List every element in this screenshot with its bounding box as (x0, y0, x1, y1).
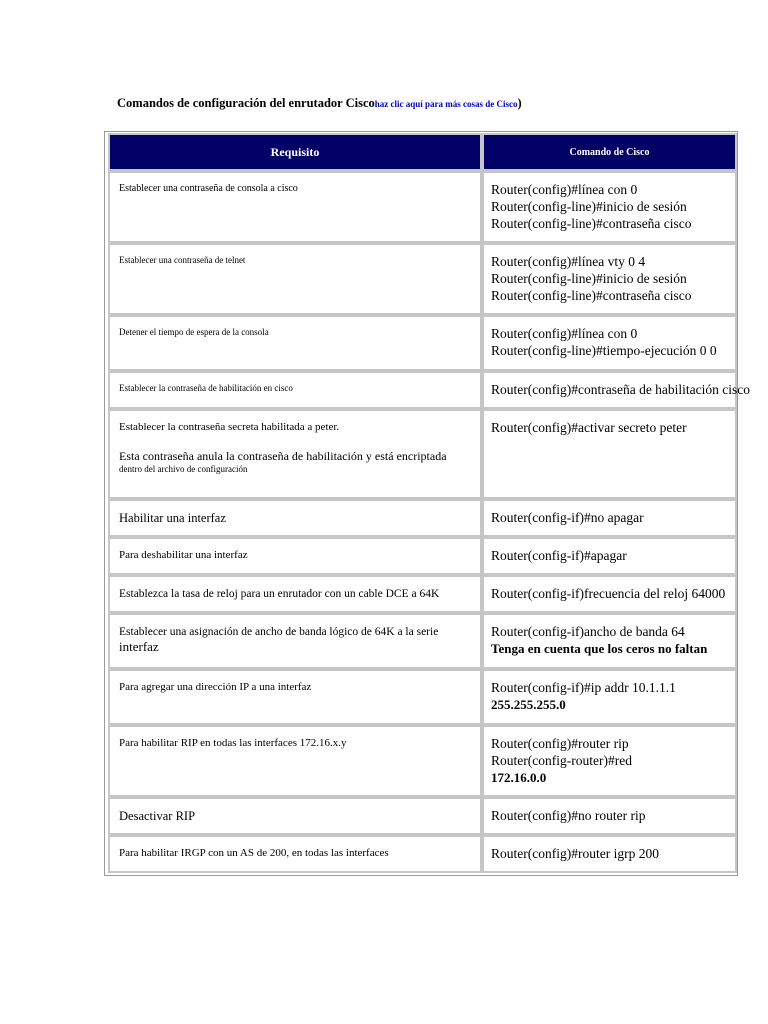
req-text: Establecer una contraseña de consola a cisco (119, 183, 298, 194)
cmd-line: Router(config-line)#contraseña cisco (491, 215, 692, 231)
req-text: Esta contraseña anula la contraseña de habilitación y está encriptada (119, 448, 447, 463)
req-text: interfaz (119, 639, 159, 655)
table-row-command (482, 797, 737, 835)
cmd-line: Router(config)#línea vty 0 4 (491, 254, 646, 269)
table-row-command (482, 835, 737, 873)
cmd-line: Router(config-if)#no apagar (491, 510, 644, 525)
table-row-command (482, 613, 737, 669)
table-row-requirement (108, 797, 482, 835)
req-text: Para habilitar RIP en todas las interfaces 172.16.x.y (119, 737, 347, 749)
cmd-line: Router(config)#router igrp 200 (491, 846, 659, 861)
cmd-line: Router(config-line)#inicio de sesión (491, 198, 687, 214)
table-row-command (482, 371, 751, 409)
cmd-line-bold: 172.16.0.0 (491, 769, 547, 785)
req-text: Para deshabilitar una interfaz (119, 549, 248, 561)
req-text: Establezca la tasa de reloj para un enrutador con un cable DCE a 64K (119, 588, 440, 600)
cmd-line: Router(config)#no router rip (491, 808, 646, 823)
req-text: Para agregar una dirección IP a una interfaz (119, 681, 312, 693)
table-row-requirement (108, 725, 482, 797)
cmd-line-bold: 255.255.255.0 (491, 696, 566, 712)
table-row-command (482, 725, 737, 797)
table-row-command (482, 243, 737, 315)
req-text: dentro del archivo de configuración (119, 463, 248, 474)
table-row-requirement (108, 499, 482, 537)
page-title (117, 96, 522, 111)
table-row-command (482, 537, 737, 575)
req-text: Detener el tiempo de espera de la consola (119, 327, 269, 337)
cmd-line: Router(config)#contraseña de habilitación cisco (491, 382, 751, 397)
cmd-line: Router(config)#router rip (491, 736, 629, 751)
req-text: Establecer la contraseña de habilitación en cisco (119, 383, 293, 393)
req-text: Habilitar una interfaz (119, 511, 226, 525)
cmd-line: Router(config)#activar secreto peter (491, 420, 687, 435)
cmd-line: Router(config-line)#inicio de sesión (491, 270, 687, 286)
cmd-line-bold: Tenga en cuenta que los ceros no faltan (491, 640, 708, 656)
header-requisito: Requisito (108, 133, 482, 171)
header-comando: Comando de Cisco (482, 133, 737, 171)
req-text: Establecer una contraseña de telnet (119, 255, 246, 265)
table-row-requirement (108, 669, 482, 725)
table-row-requirement (108, 537, 482, 575)
cmd-line: Router(config-if)#apagar (491, 548, 627, 563)
title-close: ) (517, 96, 522, 110)
table-row-requirement (108, 243, 482, 315)
table-row-requirement (108, 575, 482, 613)
cmd-line: Router(config-router)#red (491, 752, 632, 768)
req-text: Establecer una asignación de ancho de banda lógico de 64K a la serie (119, 626, 439, 638)
req-text: Establecer la contraseña secreta habilitada a peter. (119, 421, 340, 433)
cmd-line: Router(config-if)ancho de banda 64 (491, 624, 685, 639)
cmd-line: Router(config)#línea con 0 (491, 182, 638, 197)
table-row-command (482, 171, 737, 243)
cmd-line: Router(config-if)#ip addr 10.1.1.1 (491, 680, 676, 695)
cisco-link[interactable]: haz clic aquí para más cosas de Cisco (374, 99, 518, 109)
cmd-line: Router(config-if)frecuencia del reloj 64000 (491, 586, 726, 601)
cmd-line: Router(config)#línea con 0 (491, 326, 638, 341)
table-row-requirement (108, 371, 482, 409)
table-row-requirement (108, 315, 482, 371)
command-table (104, 131, 751, 876)
table-row-requirement (108, 409, 482, 499)
table-row-requirement (108, 835, 482, 873)
req-text: Para habilitar IRGP con un AS de 200, en todas las interfaces (119, 847, 389, 859)
title-text: Comandos de configuración del enrutador Cisco (117, 96, 375, 110)
table-row-requirement (108, 613, 482, 669)
table-row-requirement (108, 171, 482, 243)
table-row-command (482, 575, 737, 613)
table-row-command (482, 669, 737, 725)
cmd-line: Router(config-line)#contraseña cisco (491, 287, 692, 303)
table-row-command (482, 499, 737, 537)
table-row-command (482, 315, 737, 371)
cmd-line: Router(config-line)#tiempo-ejecución 0 0 (491, 342, 717, 358)
table-row-command (482, 409, 737, 499)
req-text: Desactivar RIP (119, 809, 196, 823)
